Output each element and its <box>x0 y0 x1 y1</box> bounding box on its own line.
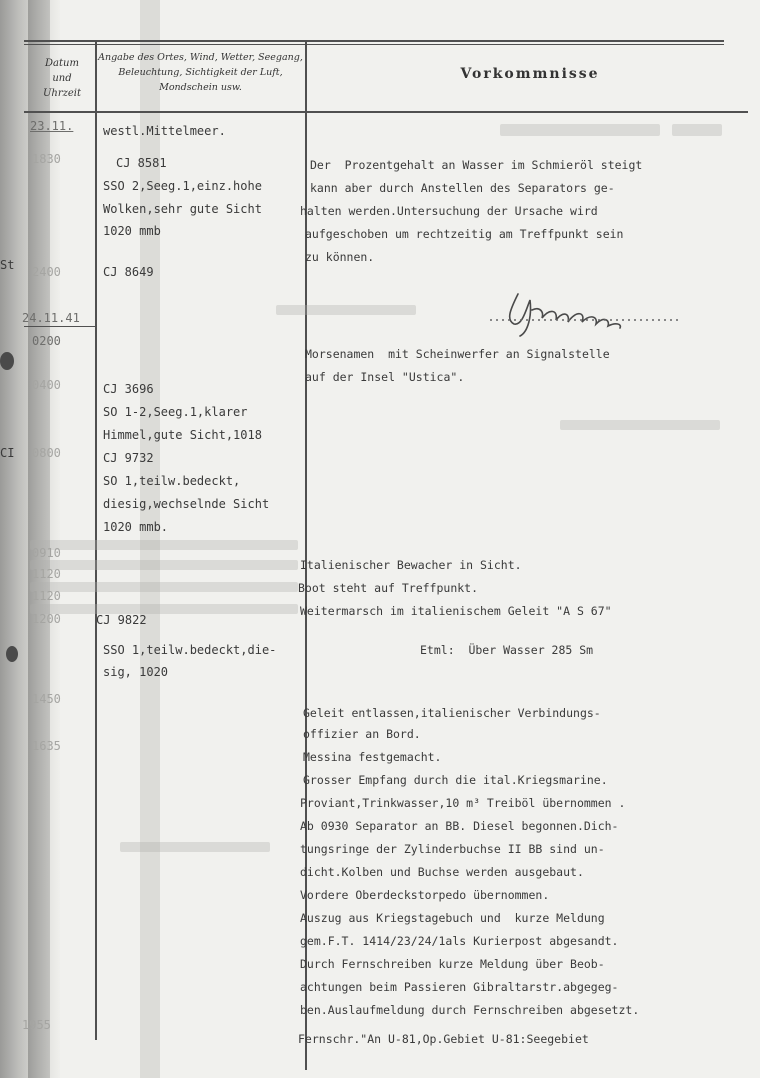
bleed-through <box>672 124 722 136</box>
time-entry: 1450 <box>32 692 61 706</box>
place-entry: westl.Mittelmeer. <box>103 124 226 138</box>
weather-entry: SO 1-2,Seeg.1,klarer <box>103 405 248 419</box>
event-line: Etml: Über Wasser 285 Sm <box>420 643 594 657</box>
bleed-through <box>30 560 298 570</box>
time-entry: 0910 <box>32 546 61 560</box>
weather-entry: Himmel,gute Sicht,1018 <box>103 428 262 442</box>
date-entry: 24.11.41 <box>22 311 80 325</box>
bleed-through <box>30 582 298 592</box>
bleed-through <box>500 124 660 136</box>
event-line: Boot steht auf Treffpunkt. <box>298 581 479 595</box>
time-entry: 0200 <box>32 334 61 348</box>
bleed-through <box>276 305 416 315</box>
bleed-through <box>30 604 298 614</box>
event-line: Italienischer Bewacher in Sicht. <box>300 558 522 572</box>
margin-fragment: CI <box>0 446 15 460</box>
top-rule-inner <box>24 44 724 45</box>
time-entry: 1120 <box>32 567 61 581</box>
event-line: auf der Insel "Ustica". <box>305 370 465 384</box>
position-entry: CJ 9732 <box>103 451 154 465</box>
event-line: Auszug aus Kriegstagebuch und kurze Meldung <box>300 911 605 925</box>
weather-entry: diesig,wechselnde Sicht <box>103 497 270 511</box>
time-entry: 0400 <box>32 378 61 392</box>
weather-entry: SSO 1,teilw.bedeckt,die- <box>103 643 277 657</box>
bleed-through <box>560 420 720 430</box>
event-line: Proviant,Trinkwasser,10 m³ Treiböl übernommen . <box>300 796 626 810</box>
date-entry: 23.11. <box>30 119 74 133</box>
time-entry: 1955 <box>22 1018 51 1032</box>
binder-hole <box>6 646 18 662</box>
position-entry: CJ 8581 <box>116 156 167 170</box>
weather-entry: 1020 mmb <box>103 224 161 238</box>
event-line: Morsenamen mit Scheinwerfer an Signalstelle <box>305 347 610 361</box>
event-line: Vordere Oberdeckstorpedo übernommen. <box>300 888 550 902</box>
place-column-header: Angabe des Ortes, Wind, Wetter, Seegang, Beleuchtung, Sichtigkeit der Luft, Mondschein usw. <box>98 52 303 93</box>
event-line: dicht.Kolben und Buchse werden ausgebaut. <box>300 865 584 879</box>
date-column-header: Datum und Uhrzeit <box>42 58 82 99</box>
event-line: aufgeschoben um rechtzeitig am Treffpunkt sein <box>305 227 624 241</box>
event-line: ben.Auslaufmeldung durch Fernschreiben abgesetzt. <box>300 1003 640 1017</box>
weather-entry: SSO 2,Seeg.1,einz.hohe <box>103 179 262 193</box>
event-line: Fernschr."An U-81,Op.Gebiet U-81:Seegebiet <box>298 1032 589 1046</box>
top-rule <box>24 40 724 42</box>
margin-fragment: St <box>0 258 15 272</box>
event-line: Ab 0930 Separator an BB. Diesel begonnen.Dich- <box>300 819 619 833</box>
event-line: zu können. <box>305 250 375 264</box>
bleed-through <box>120 842 270 852</box>
position-entry: CJ 9822 <box>96 613 147 627</box>
weather-entry: Wolken,sehr gute Sicht <box>103 202 262 216</box>
event-line: offizier an Bord. <box>303 727 421 741</box>
event-line: Weitermarsch im italienischem Geleit "A S 67" <box>300 604 612 618</box>
event-line: halten werden.Untersuchung der Ursache wird <box>300 204 598 218</box>
weather-entry: sig, 1020 <box>103 665 169 679</box>
event-line: kann aber durch Anstellen des Separators ge- <box>310 181 615 195</box>
binder-hole <box>0 352 14 370</box>
position-entry: CJ 8649 <box>103 265 154 279</box>
weather-entry: 1020 mmb. <box>103 520 169 534</box>
signature <box>470 280 710 340</box>
event-line: Grosser Empfang durch die ital.Kriegsmarine. <box>303 773 608 787</box>
weather-entry: SO 1,teilw.bedeckt, <box>103 474 241 488</box>
event-line: Geleit entlassen,italienischer Verbindungs- <box>303 706 601 720</box>
header-rule <box>24 111 748 113</box>
event-line: tungsringe der Zylinderbuchse II BB sind un- <box>300 842 605 856</box>
time-entry: 2400 <box>32 265 61 279</box>
time-entry: 1200 <box>32 612 61 626</box>
events-column-header: Vorkommnisse <box>460 66 600 82</box>
event-line: Messina festgemacht. <box>303 750 442 764</box>
time-entry: 1635 <box>32 739 61 753</box>
event-line: gem.F.T. 1414/23/24/1als Kurierpost abgesandt. <box>300 934 619 948</box>
time-entry: 0800 <box>32 446 61 460</box>
event-line: achtungen beim Passieren Gibraltarstr.abgegeg- <box>300 980 619 994</box>
position-entry: CJ 3696 <box>103 382 154 396</box>
bleed-through <box>30 540 298 550</box>
event-line: Durch Fernschreiben kurze Meldung über Beob- <box>300 957 605 971</box>
time-entry: 1120 <box>32 589 61 603</box>
event-line: Der Prozentgehalt an Wasser im Schmieröl steigt <box>310 158 643 172</box>
time-entry: 1830 <box>32 152 61 166</box>
